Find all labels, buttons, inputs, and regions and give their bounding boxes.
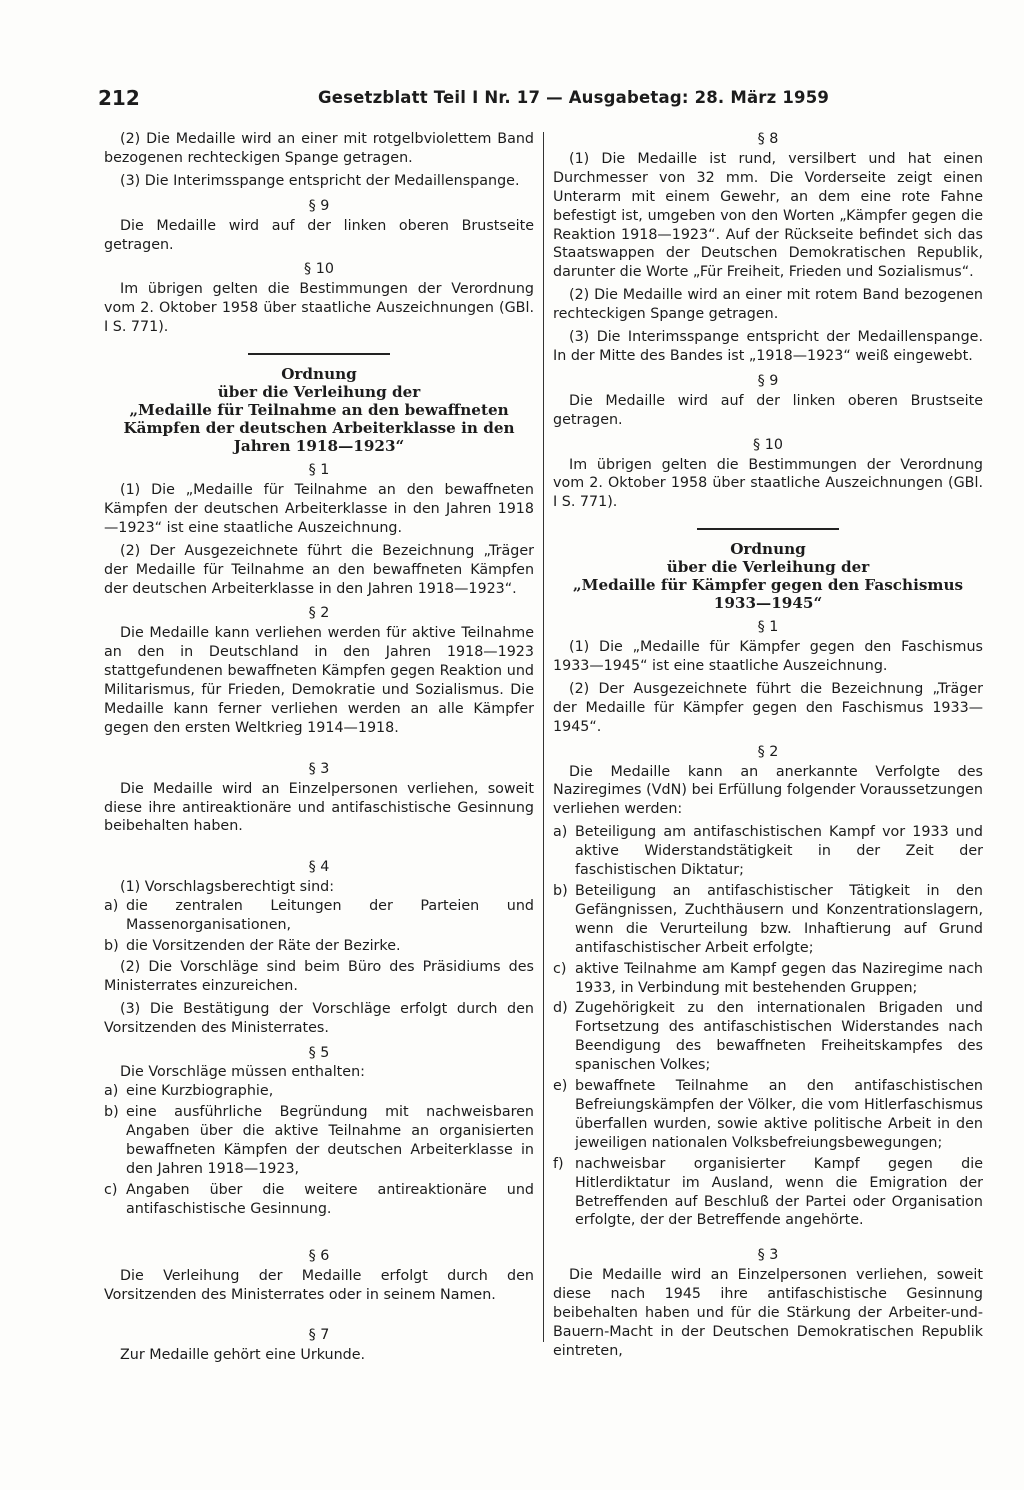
- paragraph: (3) Die Bestätigung der Vorschläge erfolgt durch den Vorsitzenden des Ministerrates.: [104, 1000, 534, 1036]
- paragraph: (2) Die Vorschläge sind beim Büro des Präsidiums des Ministerrates einzureichen.: [104, 958, 534, 994]
- title-line: Kämpfen der deutschen Arbeiterklasse in den: [123, 419, 515, 438]
- list-item: [553, 882, 983, 958]
- section-heading: § 2: [308, 605, 330, 622]
- list-marker: a): [104, 1083, 119, 1100]
- paragraph: Die Medaille kann an anerkannte Verfolgte des Naziregimes (VdN) bei Erfüllung folgender Voraussetzungen verliehen werden:: [553, 763, 983, 818]
- paragraph: (1) Die Medaille ist rund, versilbert und hat einen Durchmesser von 32 mm. Die Vorderseite zeigt einen Unterarm mit einem Gewehr, an dem eine rote Fahne befestigt ist, umgeben von den Worten „Kämpfer gegen die Reaktion 1918—1923“. Auf der Rückseite befindet sich das Staatswappen der Deutschen Demokratischen Republik, darunter die Worte „Für Freiheit, Frieden und Sozialismus“.: [553, 150, 983, 281]
- list-text: eine ausführliche Begründung mit nachweisbaren Angaben über die aktive Teilnahme an organisierten bewaffneten Kämpfen der deutschen Arbeiterklasse in den Jahren 1918—1923,: [126, 1104, 534, 1177]
- paragraph: Die Medaille wird an Einzelpersonen verliehen, soweit diese ihre antireaktionäre und antifaschistische Gesinnung beibehalten haben.: [104, 780, 534, 835]
- list-item: [553, 1155, 983, 1231]
- title-line: „Medaille für Teilnahme an den bewaffneten: [129, 401, 509, 420]
- list-item: [104, 897, 534, 935]
- list-text: Zugehörigkeit zu den internationalen Brigaden und Fortsetzung des antifaschistischen Widerstandes nach Beendigung des bewaffneten Freiheitskampfes des spanischen Volkes;: [575, 1000, 983, 1074]
- paragraph: (1) Die „Medaille für Kämpfer gegen den Faschismus 1933—1945“ ist eine staatliche Auszeichnung.: [553, 639, 983, 675]
- column-divider: [543, 132, 544, 1342]
- title-line: 1933—1945“: [713, 594, 823, 613]
- paragraph: (2) Die Medaille wird an einer mit rotgelbviolettem Band bezogenen rechteckigen Spange getragen.: [104, 131, 534, 166]
- paragraph: Die Medaille wird auf der linken oberen Brustseite getragen.: [553, 392, 983, 428]
- paragraph: Die Medaille wird an Einzelpersonen verliehen, soweit diese nach 1945 ihre antifaschistische Gesinnung beibehalten haben und für die Stärkung der Arbeiter-und-Bauern-Macht in der Deutschen Demokratischen Republik eintreten,: [553, 1267, 983, 1359]
- paragraph: Die Vorschläge müssen enthalten:: [120, 1064, 365, 1081]
- section-heading: § 9: [308, 197, 330, 214]
- list-marker: e): [553, 1078, 568, 1095]
- divider-rule: [697, 528, 839, 530]
- list-item: [553, 1077, 983, 1153]
- list-text: nachweisbar organisierter Kampf gegen die Hitlerdiktatur im Ausland, wenn die Emigration der Betreffenden auf Beschluß der Partei oder Organisation erfolgte, der der Betreffende angehörte.: [575, 1155, 983, 1229]
- divider-rule: [248, 353, 390, 355]
- paragraph: (3) Die Interimsspange entspricht der Medaillenspange. In der Mitte des Bandes ist „1918—1923“ weiß eingewebt.: [553, 329, 983, 364]
- header-title: Gesetzblatt Teil I Nr. 17 — Ausgabetag: 28. März 1959: [318, 88, 830, 107]
- title-line: Ordnung: [730, 540, 806, 559]
- list-text: die Vorsitzenden der Räte der Bezirke.: [126, 938, 401, 954]
- page-header: [98, 86, 988, 116]
- left-column: [104, 130, 534, 1369]
- list-marker: b): [104, 1104, 119, 1121]
- section-heading: § 5: [308, 1044, 330, 1061]
- list-item: [553, 999, 983, 1075]
- section-heading: § 3: [757, 1247, 779, 1264]
- list-item: [104, 937, 534, 956]
- list-text: bewaffnete Teilnahme an den antifaschistischen Befreiungskämpfen der Völker, die vom Hitlerfaschismus überfallen wurden, sowie aktive politische Arbeit in den jeweiligen nationalen Volksbefreiungsbewegungen;: [575, 1078, 983, 1151]
- section-heading: § 6: [308, 1247, 330, 1264]
- spacer: [104, 840, 534, 852]
- list-marker: c): [553, 960, 567, 977]
- spacer: [104, 742, 534, 754]
- list-text: die zentralen Leitungen der Parteien und Massenorganisationen,: [126, 898, 534, 934]
- list-marker: a): [104, 898, 119, 915]
- title-line: Ordnung: [281, 365, 357, 384]
- spacer: [553, 1232, 983, 1240]
- page-number: 212: [98, 86, 140, 110]
- section-heading: § 9: [757, 372, 779, 389]
- section-heading: § 1: [757, 619, 779, 636]
- title-line: Jahren 1918—1923“: [233, 437, 405, 456]
- paragraph: (2) Der Ausgezeichnete führt die Bezeichnung „Träger der Medaille für Teilnahme an den bewaffneten Kämpfen der deutschen Arbeiterklasse in den Jahren 1918—1923“.: [104, 542, 534, 597]
- paragraph: Im übrigen gelten die Bestimmungen der Verordnung vom 2. Oktober 1958 über staatliche Auszeichnungen (GBl. I S. 771).: [553, 456, 983, 511]
- ordinance-title: [553, 540, 983, 612]
- list-marker: b): [104, 938, 119, 954]
- spacer: [104, 1221, 534, 1241]
- list-text: Angaben über die weitere antireaktionäre und antifaschistische Gesinnung.: [126, 1181, 534, 1217]
- paragraph: Im übrigen gelten die Bestimmungen der Verordnung vom 2. Oktober 1958 über staatliche Auszeichnungen (GBl. I S. 771).: [104, 281, 534, 336]
- paragraph: Die Medaille kann verliehen werden für aktive Teilnahme an den in Deutschland in den Jahren 1918—1923 stattgefundenen bewaffneten Kämpfen gegen Reaktion und Militarismus, für Frieden, Demokratie und Sozialismus. Die Medaille kann ferner verliehen werden an alle Kämpfer gegen den ersten Weltkrieg 1914—1918.: [104, 625, 534, 736]
- paragraph: (1) Vorschlagsberechtigt sind:: [120, 879, 335, 896]
- paragraph: Die Medaille wird auf der linken oberen Brustseite getragen.: [104, 217, 534, 253]
- list-item: [104, 1103, 534, 1179]
- section-heading: § 10: [753, 436, 783, 453]
- section-heading: § 4: [308, 859, 330, 876]
- list-marker: a): [553, 824, 568, 841]
- section-heading: § 3: [308, 760, 330, 777]
- paragraph: (1) Die „Medaille für Teilnahme an den bewaffneten Kämpfen der deutschen Arbeiterklasse in den Jahren 1918—1923“ ist eine staatliche Auszeichnung.: [104, 481, 534, 536]
- list-text: Beteiligung an antifaschistischer Tätigkeit in den Gefängnissen, Zuchthäusern und Konzentrationslagern, wenn die Verurteilung bzw. Inhaftierung auf Grund antifaschistischer Arbeit erfolgte;: [575, 883, 983, 956]
- section-heading: § 10: [304, 261, 334, 278]
- list-item: [553, 960, 983, 998]
- spacer: [104, 1308, 534, 1320]
- list-marker: b): [553, 883, 568, 899]
- section-heading: § 1: [308, 462, 330, 479]
- paragraph: Zur Medaille gehört eine Urkunde.: [120, 1347, 366, 1364]
- section-heading: § 7: [308, 1327, 330, 1344]
- list-marker: f): [553, 1155, 564, 1172]
- list-text: Beteiligung am antifaschistischen Kampf vor 1933 und aktive Widerstandstätigkeit in der Zeit der faschistischen Diktatur;: [575, 824, 983, 879]
- list-marker: c): [104, 1181, 118, 1198]
- title-line: über die Verleihung der: [666, 558, 870, 577]
- list-marker: d): [553, 1000, 568, 1017]
- paragraph: (2) Der Ausgezeichnete führt die Bezeichnung „Träger der Medaille für Kämpfer gegen den Faschismus 1933—1945“.: [553, 680, 983, 735]
- title-line: über die Verleihung der: [217, 383, 421, 402]
- section-heading: § 8: [757, 131, 779, 147]
- list-item: [104, 1181, 534, 1219]
- list-item: [553, 823, 983, 880]
- title-line: „Medaille für Kämpfer gegen den Faschismus: [572, 576, 964, 595]
- list-text: eine Kurzbiographie,: [126, 1083, 274, 1100]
- section-heading: § 2: [757, 743, 779, 760]
- paragraph: (2) Die Medaille wird an einer mit rotem Band bezogenen rechteckigen Spange getragen.: [553, 287, 983, 323]
- paragraph: Die Verleihung der Medaille erfolgt durch den Vorsitzenden des Ministerrates oder in seinem Namen.: [104, 1267, 534, 1303]
- ordinance-title: [104, 365, 534, 455]
- list-item: [104, 1082, 534, 1101]
- right-column: [553, 130, 983, 1365]
- list-text: aktive Teilnahme am Kampf gegen das Naziregime nach 1933, in Verbindung mit bestehenden Gruppen;: [575, 960, 983, 996]
- paragraph: (3) Die Interimsspange entspricht der Medaillenspange.: [120, 172, 520, 189]
